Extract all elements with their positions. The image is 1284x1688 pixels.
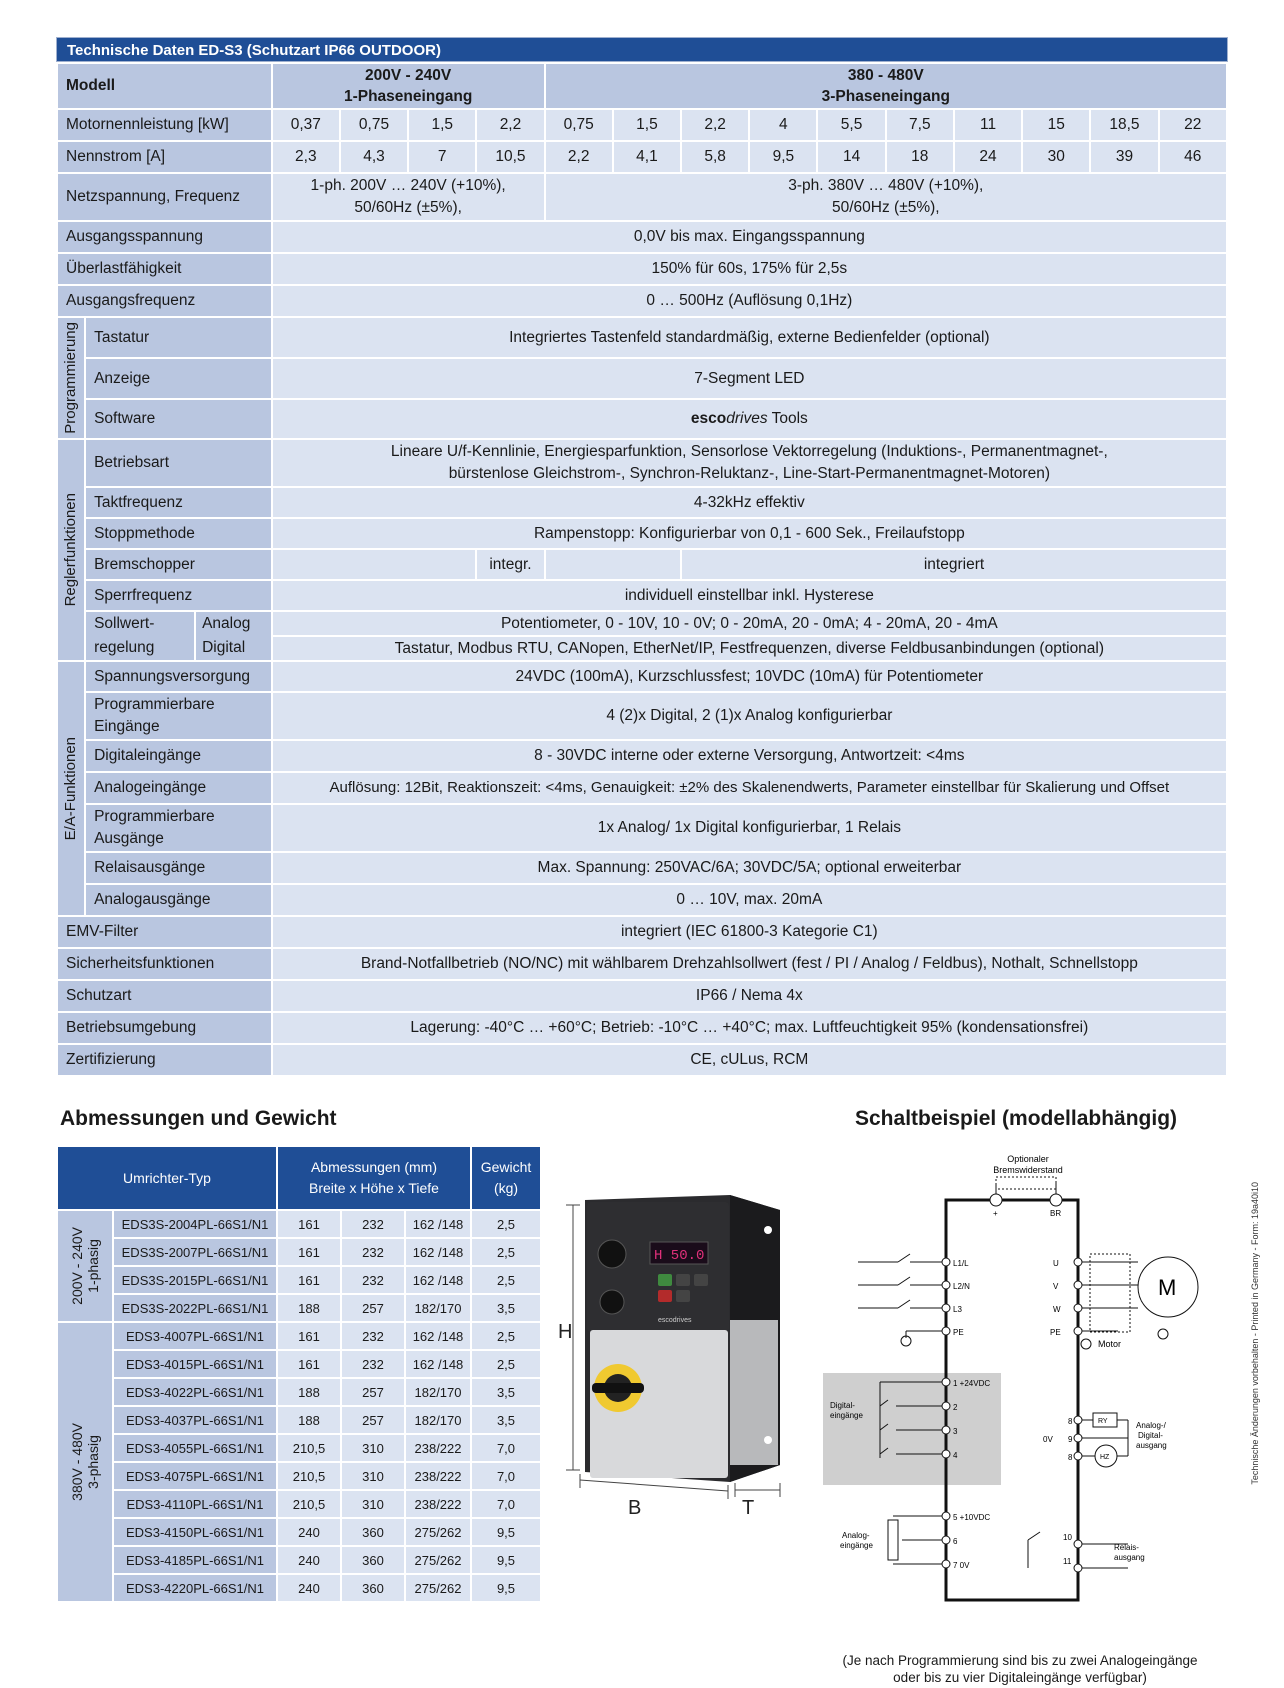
ausgangsfreq-label: Ausgangsfrequenz (57, 285, 272, 317)
row-prog-ausgaenge (57, 804, 1227, 852)
brems-empty-2 (545, 549, 681, 580)
nenn-cell: 2,3 (272, 141, 340, 173)
netz-3ph: 3-ph. 380V … 480V (+10%), 50/60Hz (±5%), (545, 173, 1227, 221)
betriebsumg-value: Lagerung: -40°C … +60°C; Betrieb: -10°C … +40°C; max. Luftfeuchtigkeit 95% (kondensationsfrei) (272, 1012, 1227, 1044)
dims-value-cell: 161 (277, 1266, 341, 1294)
motor-cell: 1,5 (408, 109, 476, 141)
u-label: U (1053, 1259, 1059, 1268)
dims-value-cell: 161 (277, 1210, 341, 1238)
t6-label: 6 (953, 1537, 958, 1546)
motor-label: Motor (1098, 1339, 1122, 1349)
nenn-cell: 4,1 (613, 141, 681, 173)
brems-integr: integr. (476, 549, 544, 580)
dims-weight-cell: 9,5 (471, 1574, 541, 1602)
software-label: Software (85, 399, 272, 439)
ausgangsspannung-label: Ausgangsspannung (57, 221, 272, 253)
emv-label: EMV-Filter (57, 916, 272, 948)
dims-value-cell: 182/170 (405, 1406, 471, 1434)
dims-value-cell: 238/222 (405, 1462, 471, 1490)
dims-value-cell: 210,5 (277, 1434, 341, 1462)
spec-table-wrap (56, 37, 1228, 1077)
dig-label-2: eingänge (830, 1411, 863, 1420)
dims-weight-cell: 2,5 (471, 1322, 541, 1350)
ground-motor-icon (1081, 1339, 1091, 1349)
dims-weight-cell: 2,5 (471, 1210, 541, 1238)
dims-value-cell: 257 (341, 1294, 405, 1322)
aout-label-1: Analog-/ (1136, 1421, 1166, 1430)
brems-label: Bremschopper (85, 549, 272, 580)
dims-value-cell: 188 (277, 1294, 341, 1322)
dims-weight-cell: 3,5 (471, 1406, 541, 1434)
digital-input-area (823, 1373, 1001, 1485)
dims-weight-cell: 2,5 (471, 1238, 541, 1266)
dims-value-cell: 275/262 (405, 1546, 471, 1574)
sollwert-sub: Analog Digital (202, 615, 251, 656)
zert-value: CE, cULus, RCM (272, 1044, 1227, 1076)
row-ueberlast (57, 253, 1227, 285)
dims-value-cell: 162 /148 (405, 1210, 471, 1238)
nenn-cell: 46 (1159, 141, 1227, 173)
dims-row (57, 1294, 541, 1322)
row-prog-eingaenge (57, 692, 1227, 740)
row-ausgangsspannung (57, 221, 1227, 253)
row-netz (57, 173, 1227, 221)
dims-type-cell: EDS3-4185PL-66S1/N1 (113, 1546, 277, 1574)
ausgangsfreq-value: 0 … 500Hz (Auflösung 0,1Hz) (272, 285, 1227, 317)
betriebsart-value: Lineare U/f-Kennlinie, Energiesparfunktion, Sensorlose Vektorregelung (Induktions-, Permanentmagnet-, bürstenlose Gleichstrom-, Synchron-Reluktanz-, Line-Start-Permanentmagnet-Motoren) (272, 439, 1227, 487)
dims-group-1ph: 200V - 240V 1-phasig (57, 1210, 113, 1322)
dims-header-weight: Gewicht (kg) (471, 1146, 541, 1210)
header-group-1: 200V - 240V 1-Phaseneingang (272, 63, 545, 109)
sich-value: Brand-Notfallbetrieb (NO/NC) mit wählbarem Drehzahlsollwert (fest / PI / Analog / Feldbus), Nothalt, Schnellstopp (272, 948, 1227, 980)
dims-group-3ph: 380V - 480V 3-phasig (57, 1322, 113, 1602)
nenn-cell: 10,5 (476, 141, 544, 173)
dims-type-cell: EDS3S-2004PL-66S1/N1 (113, 1210, 277, 1238)
dims-value-cell: 188 (277, 1406, 341, 1434)
row-relaisausgaenge (57, 852, 1227, 884)
side-note-wrap (1250, 1182, 1262, 1512)
row-takt (57, 487, 1227, 518)
analog-value: Potentiometer, 0 - 10V, 10 - 0V; 0 - 20mA, 20 - 0mA; 4 - 20mA, 20 - 4mA (272, 611, 1227, 636)
row-stopp (57, 518, 1227, 549)
hz-label: HZ (1100, 1454, 1110, 1461)
dims-title: Abmessungen und Gewicht (60, 1107, 337, 1130)
dims-type-cell: EDS3-4022PL-66S1/N1 (113, 1378, 277, 1406)
nenn-cell: 7 (408, 141, 476, 173)
group-programmierung: Programmierung (57, 317, 85, 439)
dims-type-cell: EDS3S-2007PL-66S1/N1 (113, 1238, 277, 1266)
nenn-label: Nennstrom [A] (57, 141, 272, 173)
w-label: W (1053, 1305, 1061, 1314)
row-tastatur (57, 317, 1227, 358)
motor-cell: 22 (1159, 109, 1227, 141)
dims-row (57, 1238, 541, 1266)
dim-b-label: B (628, 1497, 642, 1519)
dims-row (57, 1490, 541, 1518)
sich-label: Sicherheitsfunktionen (57, 948, 272, 980)
spec-table (56, 62, 1228, 1077)
dig-label-1: Digital- (830, 1401, 855, 1410)
brems-integriert: integriert (681, 549, 1227, 580)
v-label: V (1053, 1282, 1059, 1291)
pa-label: Programmierbare Ausgänge (85, 804, 272, 852)
spec-table-title: Technische Daten ED-S3 (Schutzart IP66 OUTDOOR) (56, 37, 1228, 62)
dims-value-cell: 310 (341, 1462, 405, 1490)
motor-cell: 18,5 (1090, 109, 1158, 141)
stopp-label: Stoppmethode (85, 518, 272, 549)
header-group-2: 380 - 480V 3-Phaseneingang (545, 63, 1227, 109)
dim-t-label: T (742, 1497, 755, 1519)
row-motor (57, 109, 1227, 141)
netz-label: Netzspannung, Frequenz (57, 173, 272, 221)
device-display: H 50.0 (654, 1248, 705, 1264)
ueberlast-value: 150% für 60s, 175% für 2,5s (272, 253, 1227, 285)
dims-value-cell: 360 (341, 1518, 405, 1546)
dims-value-cell: 232 (341, 1238, 405, 1266)
takt-label: Taktfrequenz (85, 487, 272, 518)
dims-row (57, 1266, 541, 1294)
dims-value-cell: 232 (341, 1266, 405, 1294)
dims-value-cell: 257 (341, 1406, 405, 1434)
t8b-label: 8 (1068, 1453, 1073, 1462)
dims-header-type: Umrichter-Typ (57, 1146, 277, 1210)
dims-value-cell: 188 (277, 1378, 341, 1406)
aa-label: Analogausgänge (85, 884, 272, 916)
dims-value-cell: 162 /148 (405, 1266, 471, 1294)
dims-weight-cell: 9,5 (471, 1546, 541, 1574)
ae-value: Auflösung: 12Bit, Reaktionszeit: <4ms, Genauigkeit: ±2% des Skalenendwerts, Parameter einstellbar für Skalierung und Offset (272, 772, 1227, 804)
anzeige-label: Anzeige (85, 358, 272, 399)
key-up-icon (694, 1274, 708, 1286)
plus-label: + (993, 1209, 998, 1218)
row-sperr (57, 580, 1227, 611)
dims-row (57, 1350, 541, 1378)
dims-weight-cell: 9,5 (471, 1518, 541, 1546)
tastatur-value: Integriertes Tastenfeld standardmäßig, externe Bedienfelder (optional) (272, 317, 1227, 358)
l3-label: L3 (953, 1305, 962, 1314)
nenn-cell: 4,3 (340, 141, 408, 173)
row-anzeige (57, 358, 1227, 399)
dims-type-cell: EDS3-4075PL-66S1/N1 (113, 1462, 277, 1490)
nenn-cell: 30 (1022, 141, 1090, 173)
modell-label: Modell (57, 63, 272, 109)
dims-value-cell: 210,5 (277, 1490, 341, 1518)
t10-label: 10 (1063, 1533, 1072, 1542)
dims-weight-cell: 3,5 (471, 1378, 541, 1406)
brems-label-2: Bremswiderstand (993, 1165, 1063, 1175)
row-ausgangsfreq (57, 285, 1227, 317)
software-value: escodrives Tools (272, 399, 1227, 439)
de-label: Digitaleingänge (85, 740, 272, 772)
dims-weight-cell: 7,0 (471, 1434, 541, 1462)
ov-label: 0V (1043, 1435, 1053, 1444)
circuit-diagram (818, 1148, 1228, 1648)
nenn-cell: 9,5 (749, 141, 817, 173)
circuit-title: Schaltbeispiel (modellabhängig) (855, 1107, 1178, 1130)
dims-type-cell: EDS3S-2022PL-66S1/N1 (113, 1294, 277, 1322)
dims-weight-cell: 7,0 (471, 1462, 541, 1490)
dims-type-cell: EDS3-4110PL-66S1/N1 (113, 1490, 277, 1518)
row-schutzart (57, 980, 1227, 1012)
t3-label: 3 (953, 1427, 958, 1436)
dims-value-cell: 162 /148 (405, 1322, 471, 1350)
dims-value-cell: 360 (341, 1546, 405, 1574)
row-sicherheit (57, 948, 1227, 980)
dims-value-cell: 161 (277, 1350, 341, 1378)
motor-cell: 0,37 (272, 109, 340, 141)
dims-row (57, 1546, 541, 1574)
dims-header-dims: Abmessungen (mm) Breite x Höhe x Tiefe (277, 1146, 471, 1210)
sollwert-label: Sollwert- regelung (86, 612, 196, 660)
dims-type-cell: EDS3-4015PL-66S1/N1 (113, 1350, 277, 1378)
motor-label: Motornennleistung [kW] (57, 109, 272, 141)
dims-type-cell: EDS3S-2015PL-66S1/N1 (113, 1266, 277, 1294)
dims-row (57, 1210, 541, 1238)
dims-value-cell: 232 (341, 1210, 405, 1238)
digital-value: Tastatur, Modbus RTU, CANopen, EtherNet/IP, Festfrequenzen, diverse Feldbusanbindungen (optional) (272, 636, 1227, 661)
rel-label-2: ausgang (1114, 1553, 1145, 1562)
dims-type-cell: EDS3-4007PL-66S1/N1 (113, 1322, 277, 1350)
motor-m-label: M (1158, 1275, 1177, 1300)
dims-value-cell: 240 (277, 1546, 341, 1574)
motor-cell: 2,2 (476, 109, 544, 141)
motor-cell: 5,5 (817, 109, 885, 141)
dims-value-cell: 240 (277, 1518, 341, 1546)
aa-value: 0 … 10V, max. 20mA (272, 884, 1227, 916)
dims-type-cell: EDS3-4037PL-66S1/N1 (113, 1406, 277, 1434)
takt-value: 4-32kHz effektiv (272, 487, 1227, 518)
terminal-br-icon (1050, 1194, 1062, 1206)
t7-label: 7 0V (953, 1561, 970, 1570)
dims-value-cell: 161 (277, 1322, 341, 1350)
dims-value-cell: 240 (277, 1574, 341, 1602)
stopp-value: Rampenstopp: Konfigurierbar von 0,1 - 600 Sek., Freilaufstopp (272, 518, 1227, 549)
spv-value: 24VDC (100mA), Kurzschlussfest; 10VDC (10mA) für Potentiometer (272, 661, 1227, 692)
knob-top-icon (598, 1240, 626, 1268)
sperr-label: Sperrfrequenz (85, 580, 272, 611)
nenn-cell: 2,2 (545, 141, 613, 173)
dims-row (57, 1462, 541, 1490)
device-brand: escodrives (658, 1317, 692, 1324)
nenn-cell: 5,8 (681, 141, 749, 173)
aout-label-3: ausgang (1136, 1441, 1167, 1450)
motor-cell: 2,2 (681, 109, 749, 141)
tastatur-label: Tastatur (85, 317, 272, 358)
dims-value-cell: 232 (341, 1350, 405, 1378)
key-down-icon (676, 1274, 690, 1286)
dims-value-cell: 360 (341, 1574, 405, 1602)
motor-cell: 11 (954, 109, 1022, 141)
nenn-cell: 24 (954, 141, 1022, 173)
circuit-note: (Je nach Programmierung sind bis zu zwei Analogeingänge oder bis zu vier Digitaleingänge verfügbar) (842, 1653, 1198, 1685)
dims-weight-cell: 7,0 (471, 1490, 541, 1518)
t8a-label: 8 (1068, 1417, 1073, 1426)
dims-row (57, 1518, 541, 1546)
motor-cell: 4 (749, 109, 817, 141)
schutz-value: IP66 / Nema 4x (272, 980, 1227, 1012)
sperr-value: individuell einstellbar inkl. Hysterese (272, 580, 1227, 611)
motor-cell: 7,5 (886, 109, 954, 141)
ra-value: Max. Spannung: 250VAC/6A; 30VDC/5A; optional erweiterbar (272, 852, 1227, 884)
t4-label: 4 (953, 1451, 958, 1460)
anzeige-value: 7-Segment LED (272, 358, 1227, 399)
zert-label: Zertifizierung (57, 1044, 272, 1076)
row-betriebsumgebung (57, 1012, 1227, 1044)
row-brems (57, 549, 1227, 580)
l2-label: L2/N (953, 1282, 970, 1291)
dims-value-cell: 232 (341, 1322, 405, 1350)
de-value: 8 - 30VDC interne oder externe Versorgung, Antwortzeit: <4ms (272, 740, 1227, 772)
brems-label-1: Optionaler (1007, 1154, 1049, 1164)
motor-cell: 15 (1022, 109, 1090, 141)
t9-label: 9 (1068, 1435, 1073, 1444)
key-stop-icon (658, 1290, 672, 1302)
dims-table (56, 1145, 542, 1603)
motor-cell: 0,75 (545, 109, 613, 141)
ra-label: Relaisausgänge (85, 852, 272, 884)
netz-1ph: 1-ph. 200V … 240V (+10%), 50/60Hz (±5%), (272, 173, 545, 221)
sollwert-cell (85, 611, 272, 661)
row-analogeingaenge (57, 772, 1227, 804)
dims-row (57, 1574, 541, 1602)
ae-label: Analogeingänge (85, 772, 272, 804)
row-software (57, 399, 1227, 439)
t2-label: 2 (953, 1403, 958, 1412)
nenn-cell: 39 (1090, 141, 1158, 173)
dims-type-cell: EDS3-4220PL-66S1/N1 (113, 1574, 277, 1602)
emv-value: integriert (IEC 61800-3 Kategorie C1) (272, 916, 1227, 948)
dims-type-cell: EDS3-4150PL-66S1/N1 (113, 1518, 277, 1546)
l1-label: L1/L (953, 1259, 969, 1268)
dim-h-label: H (558, 1321, 573, 1343)
group-reglerfunktionen: Reglerfunktionen (57, 439, 85, 661)
key-start-icon (658, 1274, 672, 1286)
row-digitaleingaenge (57, 740, 1227, 772)
dims-header (57, 1146, 541, 1210)
side-note: Technische Änderungen vorbehalten - Printed in Germany - Form: 19a40i10 (1250, 1182, 1260, 1485)
dims-value-cell: 275/262 (405, 1518, 471, 1546)
row-analogausgaenge (57, 884, 1227, 916)
dims-value-cell: 275/262 (405, 1574, 471, 1602)
t1-label: 1 +24VDC (953, 1379, 991, 1388)
row-emv (57, 916, 1227, 948)
device-drawing (540, 1190, 810, 1520)
dims-value-cell: 210,5 (277, 1462, 341, 1490)
t11-label: 11 (1063, 1557, 1072, 1566)
dims-row (57, 1406, 541, 1434)
br-label: BR (1050, 1209, 1062, 1218)
dims-weight-cell: 3,5 (471, 1294, 541, 1322)
row-spv (57, 661, 1227, 692)
nenn-cell: 14 (817, 141, 885, 173)
row-analog (57, 611, 1227, 636)
betriebsart-label: Betriebsart (85, 439, 272, 487)
dims-value-cell: 182/170 (405, 1294, 471, 1322)
pe-label: Programmierbare Eingänge (85, 692, 272, 740)
motor-cell: 0,75 (340, 109, 408, 141)
dims-value-cell: 162 /148 (405, 1350, 471, 1378)
dims-value-cell: 310 (341, 1490, 405, 1518)
pe2-label: PE (1050, 1328, 1061, 1337)
group-ea-funktionen: E/A-Funktionen (57, 661, 85, 916)
ain-label-2: eingänge (840, 1541, 873, 1550)
key-nav-icon (676, 1290, 690, 1302)
pa-value: 1x Analog/ 1x Digital konfigurierbar, 1 Relais (272, 804, 1227, 852)
dims-value-cell: 238/222 (405, 1434, 471, 1462)
dims-row (57, 1322, 541, 1350)
t5-label: 5 +10VDC (953, 1513, 991, 1522)
betriebsumg-label: Betriebsumgebung (57, 1012, 272, 1044)
dims-value-cell: 161 (277, 1238, 341, 1266)
dims-value-cell: 162 /148 (405, 1238, 471, 1266)
row-nenn (57, 141, 1227, 173)
row-modell (57, 63, 1227, 109)
brems-empty (272, 549, 477, 580)
dims-weight-cell: 2,5 (471, 1266, 541, 1294)
dims-value-cell: 257 (341, 1378, 405, 1406)
ueberlast-label: Überlastfähigkeit (57, 253, 272, 285)
motor-cell: 1,5 (613, 109, 681, 141)
row-zertifizierung (57, 1044, 1227, 1076)
row-betriebsart (57, 439, 1227, 487)
dims-weight-cell: 2,5 (471, 1350, 541, 1378)
dims-value-cell: 310 (341, 1434, 405, 1462)
dims-row (57, 1378, 541, 1406)
dims-row (57, 1434, 541, 1462)
dims-type-cell: EDS3-4055PL-66S1/N1 (113, 1434, 277, 1462)
dims-value-cell: 238/222 (405, 1490, 471, 1518)
ain-label-1: Analog- (842, 1531, 870, 1540)
ausgangsspannung-value: 0,0V bis max. Eingangsspannung (272, 221, 1227, 253)
terminal-plus-icon (990, 1194, 1002, 1206)
schutz-label: Schutzart (57, 980, 272, 1012)
aout-label-2: Digital- (1138, 1431, 1163, 1440)
knob-bottom-icon (600, 1290, 624, 1314)
spv-label: Spannungsversorgung (85, 661, 272, 692)
pe-label: PE (953, 1328, 964, 1337)
dims-value-cell: 182/170 (405, 1378, 471, 1406)
pe-value: 4 (2)x Digital, 2 (1)x Analog konfigurierbar (272, 692, 1227, 740)
ry-label: RY (1098, 1418, 1108, 1425)
nenn-cell: 18 (886, 141, 954, 173)
rel-label-1: Relais- (1114, 1543, 1139, 1552)
